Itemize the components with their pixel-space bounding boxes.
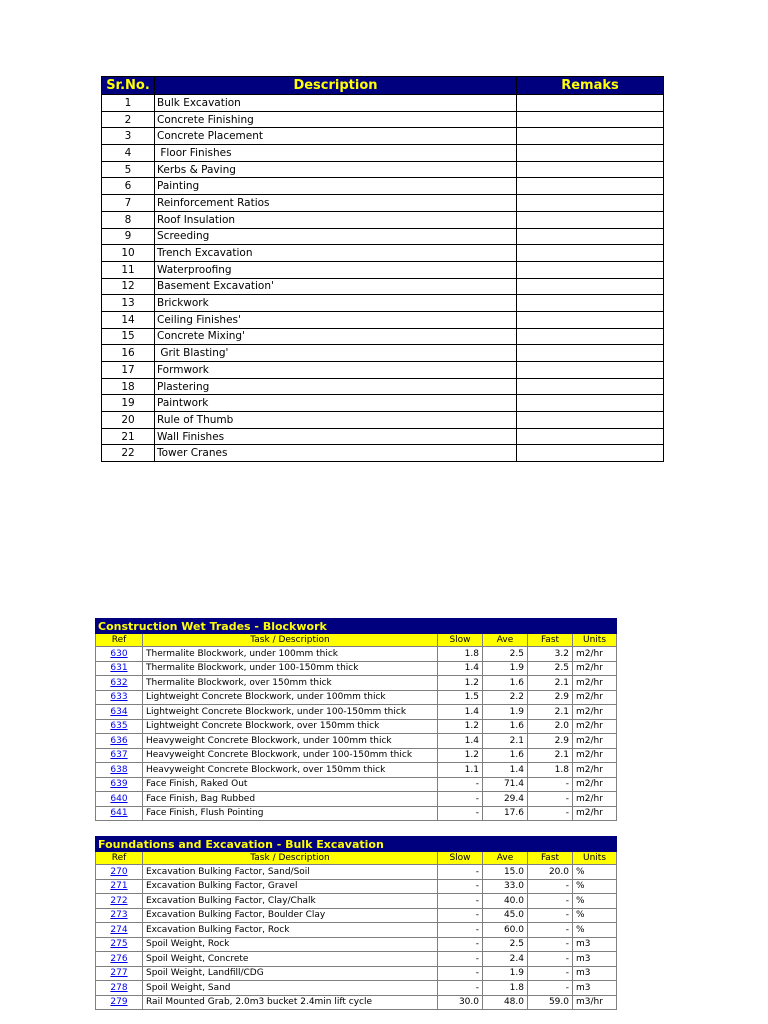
index-description: Painting	[155, 178, 517, 195]
excavation-col-units: Units	[573, 852, 617, 865]
blockwork-units: m2/hr	[573, 719, 617, 734]
index-remarks	[517, 345, 664, 362]
excavation-col-task: Task / Description	[143, 852, 438, 865]
blockwork-task: Face Finish, Bag Rubbed	[143, 792, 438, 807]
blockwork-fast: -	[528, 806, 573, 821]
index-description: Waterproofing	[155, 261, 517, 278]
excavation-slow: -	[438, 966, 483, 981]
blockwork-task: Thermalite Blockwork, under 100-150mm thick	[143, 661, 438, 676]
blockwork-row	[96, 676, 617, 691]
excavation-units: m3	[573, 952, 617, 967]
blockwork-slow: 1.2	[438, 719, 483, 734]
index-description: Roof Insulation	[155, 211, 517, 228]
excavation-column-header-row	[96, 852, 617, 865]
excavation-task: Excavation Bulking Factor, Gravel	[143, 879, 438, 894]
blockwork-slow: 1.2	[438, 748, 483, 763]
index-row	[102, 295, 664, 312]
excavation-ref-link[interactable]: 277	[110, 968, 128, 979]
blockwork-fast: -	[528, 777, 573, 792]
excavation-task: Rail Mounted Grab, 2.0m3 bucket 2.4min lift cycle	[143, 995, 438, 1010]
index-remarks	[517, 245, 664, 262]
index-row	[102, 161, 664, 178]
excavation-fast: -	[528, 908, 573, 923]
excavation-ref-link[interactable]: 271	[110, 881, 128, 892]
blockwork-ref-cell	[96, 792, 143, 807]
blockwork-ref-link[interactable]: 638	[110, 764, 128, 775]
index-description: Plastering	[155, 378, 517, 395]
blockwork-task: Lightweight Concrete Blockwork, over 150mm thick	[143, 719, 438, 734]
blockwork-ref-cell	[96, 763, 143, 778]
index-srno: 10	[102, 245, 155, 262]
excavation-ref-cell	[96, 879, 143, 894]
index-row	[102, 345, 664, 362]
excavation-fast: -	[528, 981, 573, 996]
blockwork-col-ave: Ave	[483, 634, 528, 647]
blockwork-row	[96, 690, 617, 705]
blockwork-ave: 71.4	[483, 777, 528, 792]
index-remarks	[517, 295, 664, 312]
blockwork-row	[96, 661, 617, 676]
index-description: Grit Blasting'	[155, 345, 517, 362]
excavation-task: Spoil Weight, Landfill/CDG	[143, 966, 438, 981]
index-description: Screeding	[155, 228, 517, 245]
excavation-ref-cell	[96, 995, 143, 1010]
index-row	[102, 378, 664, 395]
index-remarks	[517, 445, 664, 462]
excavation-col-slow: Slow	[438, 852, 483, 865]
blockwork-ave: 2.1	[483, 734, 528, 749]
index-row	[102, 328, 664, 345]
index-srno: 19	[102, 395, 155, 412]
index-remarks	[517, 211, 664, 228]
index-srno: 12	[102, 278, 155, 295]
blockwork-title-row	[96, 619, 617, 634]
blockwork-ave: 17.6	[483, 806, 528, 821]
excavation-body	[96, 837, 617, 1010]
index-row	[102, 195, 664, 212]
blockwork-ref-cell	[96, 719, 143, 734]
blockwork-ave: 2.5	[483, 647, 528, 662]
blockwork-task: Lightweight Concrete Blockwork, under 100-150mm thick	[143, 705, 438, 720]
excavation-fast: -	[528, 923, 573, 938]
excavation-ref-cell	[96, 923, 143, 938]
index-remarks	[517, 412, 664, 429]
excavation-fast: -	[528, 879, 573, 894]
index-description: Trench Excavation	[155, 245, 517, 262]
excavation-col-fast: Fast	[528, 852, 573, 865]
excavation-ave: 1.8	[483, 981, 528, 996]
blockwork-ref-cell	[96, 777, 143, 792]
blockwork-slow: 1.4	[438, 734, 483, 749]
index-remarks	[517, 95, 664, 112]
index-row	[102, 412, 664, 429]
index-row	[102, 178, 664, 195]
index-header-remarks: Remaks	[517, 77, 664, 95]
blockwork-units: m2/hr	[573, 734, 617, 749]
index-description: Wall Finishes	[155, 428, 517, 445]
index-srno: 5	[102, 161, 155, 178]
excavation-row	[96, 879, 617, 894]
index-description: Floor Finishes	[155, 145, 517, 162]
excavation-ave: 48.0	[483, 995, 528, 1010]
excavation-task: Spoil Weight, Concrete	[143, 952, 438, 967]
blockwork-slow: 1.2	[438, 676, 483, 691]
excavation-ref-link[interactable]: 279	[110, 997, 128, 1008]
blockwork-row	[96, 777, 617, 792]
index-srno: 13	[102, 295, 155, 312]
index-remarks	[517, 195, 664, 212]
excavation-fast: -	[528, 937, 573, 952]
excavation-ref-cell	[96, 865, 143, 880]
excavation-ave: 33.0	[483, 879, 528, 894]
blockwork-task: Heavyweight Concrete Blockwork, under 100mm thick	[143, 734, 438, 749]
index-remarks	[517, 395, 664, 412]
excavation-units: m3	[573, 981, 617, 996]
blockwork-col-units: Units	[573, 634, 617, 647]
index-srno: 18	[102, 378, 155, 395]
blockwork-ref-link[interactable]: 636	[110, 735, 128, 746]
index-remarks	[517, 161, 664, 178]
blockwork-ref-link[interactable]: 631	[110, 663, 128, 674]
blockwork-ref-link[interactable]: 641	[110, 808, 128, 819]
excavation-units: m3	[573, 937, 617, 952]
blockwork-fast: 2.9	[528, 690, 573, 705]
excavation-ave: 45.0	[483, 908, 528, 923]
index-table	[101, 76, 664, 462]
excavation-row	[96, 937, 617, 952]
blockwork-row	[96, 719, 617, 734]
blockwork-ref-cell	[96, 806, 143, 821]
excavation-row	[96, 966, 617, 981]
blockwork-ref-cell	[96, 690, 143, 705]
excavation-row	[96, 865, 617, 880]
excavation-task: Spoil Weight, Rock	[143, 937, 438, 952]
index-description: Ceiling Finishes'	[155, 311, 517, 328]
blockwork-units: m2/hr	[573, 661, 617, 676]
blockwork-ave: 1.9	[483, 661, 528, 676]
excavation-slow: -	[438, 865, 483, 880]
index-description: Formwork	[155, 362, 517, 379]
excavation-slow: -	[438, 894, 483, 909]
index-header-srno: Sr.No.	[102, 77, 155, 95]
blockwork-title: Construction Wet Trades - Blockwork	[96, 619, 617, 634]
index-description: Concrete Finishing	[155, 111, 517, 128]
index-row	[102, 211, 664, 228]
index-remarks	[517, 378, 664, 395]
excavation-units: %	[573, 865, 617, 880]
index-srno: 20	[102, 412, 155, 429]
excavation-slow: -	[438, 981, 483, 996]
blockwork-ref-cell	[96, 676, 143, 691]
blockwork-fast: 2.1	[528, 705, 573, 720]
excavation-row	[96, 981, 617, 996]
excavation-ref-link[interactable]: 273	[110, 910, 128, 921]
blockwork-fast: 1.8	[528, 763, 573, 778]
excavation-slow: -	[438, 908, 483, 923]
index-description: Reinforcement Ratios	[155, 195, 517, 212]
blockwork-row	[96, 734, 617, 749]
blockwork-units: m2/hr	[573, 806, 617, 821]
blockwork-ref-link[interactable]: 637	[110, 750, 128, 761]
excavation-ref-cell	[96, 894, 143, 909]
excavation-units: %	[573, 908, 617, 923]
blockwork-ref-cell	[96, 748, 143, 763]
excavation-task: Spoil Weight, Sand	[143, 981, 438, 996]
index-remarks	[517, 362, 664, 379]
blockwork-units: m2/hr	[573, 705, 617, 720]
excavation-ave: 2.4	[483, 952, 528, 967]
index-row	[102, 95, 664, 112]
index-row	[102, 111, 664, 128]
blockwork-ref-cell	[96, 734, 143, 749]
index-srno: 22	[102, 445, 155, 462]
excavation-ave: 1.9	[483, 966, 528, 981]
index-srno: 17	[102, 362, 155, 379]
blockwork-ave: 1.6	[483, 676, 528, 691]
excavation-fast: -	[528, 952, 573, 967]
blockwork-slow: -	[438, 777, 483, 792]
index-remarks	[517, 278, 664, 295]
index-srno: 3	[102, 128, 155, 145]
excavation-ref-cell	[96, 908, 143, 923]
index-srno: 2	[102, 111, 155, 128]
index-srno: 6	[102, 178, 155, 195]
excavation-units: %	[573, 923, 617, 938]
index-srno: 1	[102, 95, 155, 112]
excavation-task: Excavation Bulking Factor, Rock	[143, 923, 438, 938]
blockwork-ref-link[interactable]: 632	[110, 677, 128, 688]
index-remarks	[517, 261, 664, 278]
blockwork-units: m2/hr	[573, 676, 617, 691]
excavation-ref-link[interactable]: 270	[110, 866, 128, 877]
blockwork-ref-cell	[96, 705, 143, 720]
index-srno: 16	[102, 345, 155, 362]
excavation-ref-cell	[96, 952, 143, 967]
blockwork-row	[96, 705, 617, 720]
blockwork-body	[96, 619, 617, 821]
blockwork-slow: 1.5	[438, 690, 483, 705]
excavation-ref-link[interactable]: 276	[110, 953, 128, 964]
index-srno: 11	[102, 261, 155, 278]
blockwork-units: m2/hr	[573, 647, 617, 662]
blockwork-units: m2/hr	[573, 792, 617, 807]
excavation-task: Excavation Bulking Factor, Clay/Chalk	[143, 894, 438, 909]
index-description: Kerbs & Paving	[155, 161, 517, 178]
index-description: Rule of Thumb	[155, 412, 517, 429]
index-description: Brickwork	[155, 295, 517, 312]
index-body	[102, 95, 664, 462]
excavation-units: m3	[573, 966, 617, 981]
blockwork-units: m2/hr	[573, 763, 617, 778]
excavation-table	[95, 836, 617, 1010]
excavation-units: m3/hr	[573, 995, 617, 1010]
index-row	[102, 261, 664, 278]
excavation-col-ave: Ave	[483, 852, 528, 865]
blockwork-row	[96, 792, 617, 807]
excavation-ave: 15.0	[483, 865, 528, 880]
blockwork-units: m2/hr	[573, 777, 617, 792]
index-header-description: Description	[155, 77, 517, 95]
excavation-fast: -	[528, 894, 573, 909]
index-srno: 4	[102, 145, 155, 162]
excavation-row	[96, 894, 617, 909]
excavation-units: %	[573, 879, 617, 894]
blockwork-units: m2/hr	[573, 748, 617, 763]
excavation-task: Excavation Bulking Factor, Boulder Clay	[143, 908, 438, 923]
blockwork-slow: -	[438, 792, 483, 807]
index-row	[102, 228, 664, 245]
index-srno: 7	[102, 195, 155, 212]
blockwork-task: Face Finish, Flush Pointing	[143, 806, 438, 821]
blockwork-fast: 2.9	[528, 734, 573, 749]
blockwork-ref-cell	[96, 647, 143, 662]
excavation-title-row	[96, 837, 617, 852]
excavation-slow: -	[438, 937, 483, 952]
blockwork-ave: 2.2	[483, 690, 528, 705]
blockwork-ref-link[interactable]: 640	[110, 793, 128, 804]
blockwork-task: Heavyweight Concrete Blockwork, over 150mm thick	[143, 763, 438, 778]
excavation-row	[96, 952, 617, 967]
index-description: Tower Cranes	[155, 445, 517, 462]
excavation-title: Foundations and Excavation - Bulk Excavation	[96, 837, 617, 852]
index-remarks	[517, 111, 664, 128]
index-srno: 14	[102, 311, 155, 328]
blockwork-slow: 1.4	[438, 661, 483, 676]
index-srno: 21	[102, 428, 155, 445]
blockwork-col-fast: Fast	[528, 634, 573, 647]
excavation-ref-link[interactable]: 272	[110, 895, 128, 906]
index-row	[102, 128, 664, 145]
index-srno: 8	[102, 211, 155, 228]
excavation-ref-link[interactable]: 275	[110, 939, 128, 950]
index-srno: 9	[102, 228, 155, 245]
blockwork-table	[95, 618, 617, 821]
index-remarks	[517, 428, 664, 445]
blockwork-slow: 1.1	[438, 763, 483, 778]
excavation-ave: 60.0	[483, 923, 528, 938]
blockwork-fast: 3.2	[528, 647, 573, 662]
excavation-row	[96, 908, 617, 923]
index-row	[102, 278, 664, 295]
blockwork-row	[96, 763, 617, 778]
excavation-ref-link[interactable]: 278	[110, 982, 128, 993]
index-remarks	[517, 128, 664, 145]
blockwork-fast: -	[528, 792, 573, 807]
excavation-slow: -	[438, 923, 483, 938]
excavation-row	[96, 923, 617, 938]
blockwork-fast: 2.0	[528, 719, 573, 734]
excavation-units: %	[573, 894, 617, 909]
index-remarks	[517, 228, 664, 245]
index-row	[102, 311, 664, 328]
blockwork-col-slow: Slow	[438, 634, 483, 647]
blockwork-slow: 1.4	[438, 705, 483, 720]
index-row	[102, 428, 664, 445]
index-description: Basement Excavation'	[155, 278, 517, 295]
blockwork-fast: 2.1	[528, 748, 573, 763]
index-description: Bulk Excavation	[155, 95, 517, 112]
excavation-ref-cell	[96, 966, 143, 981]
blockwork-ave: 1.6	[483, 719, 528, 734]
excavation-slow: -	[438, 879, 483, 894]
index-description: Concrete Mixing'	[155, 328, 517, 345]
index-row	[102, 445, 664, 462]
index-row	[102, 145, 664, 162]
index-row	[102, 362, 664, 379]
blockwork-fast: 2.1	[528, 676, 573, 691]
blockwork-row	[96, 806, 617, 821]
blockwork-ave: 1.6	[483, 748, 528, 763]
index-header-row	[102, 77, 664, 95]
index-srno: 15	[102, 328, 155, 345]
index-remarks	[517, 178, 664, 195]
blockwork-ref-link[interactable]: 634	[110, 706, 128, 717]
blockwork-task: Thermalite Blockwork, over 150mm thick	[143, 676, 438, 691]
excavation-ref-cell	[96, 981, 143, 996]
excavation-task: Excavation Bulking Factor, Sand/Soil	[143, 865, 438, 880]
blockwork-slow: -	[438, 806, 483, 821]
index-description: Paintwork	[155, 395, 517, 412]
excavation-ref-link[interactable]: 274	[110, 924, 128, 935]
blockwork-col-ref: Ref	[96, 634, 143, 647]
blockwork-column-header-row	[96, 634, 617, 647]
excavation-slow: -	[438, 952, 483, 967]
blockwork-ave: 1.9	[483, 705, 528, 720]
blockwork-ave: 1.4	[483, 763, 528, 778]
blockwork-row	[96, 647, 617, 662]
excavation-fast: 59.0	[528, 995, 573, 1010]
excavation-fast: -	[528, 966, 573, 981]
index-remarks	[517, 145, 664, 162]
blockwork-fast: 2.5	[528, 661, 573, 676]
excavation-ave: 2.5	[483, 937, 528, 952]
index-remarks	[517, 328, 664, 345]
index-description: Concrete Placement	[155, 128, 517, 145]
blockwork-ave: 29.4	[483, 792, 528, 807]
index-row	[102, 245, 664, 262]
blockwork-units: m2/hr	[573, 690, 617, 705]
blockwork-slow: 1.8	[438, 647, 483, 662]
blockwork-ref-cell	[96, 661, 143, 676]
excavation-ref-cell	[96, 937, 143, 952]
blockwork-task: Face Finish, Raked Out	[143, 777, 438, 792]
excavation-slow: 30.0	[438, 995, 483, 1010]
excavation-fast: 20.0	[528, 865, 573, 880]
blockwork-ref-link[interactable]: 639	[110, 779, 128, 790]
index-remarks	[517, 311, 664, 328]
blockwork-ref-link[interactable]: 630	[110, 648, 128, 659]
excavation-row	[96, 995, 617, 1010]
blockwork-task: Thermalite Blockwork, under 100mm thick	[143, 647, 438, 662]
blockwork-row	[96, 748, 617, 763]
blockwork-col-task: Task / Description	[143, 634, 438, 647]
blockwork-ref-link[interactable]: 635	[110, 721, 128, 732]
index-row	[102, 395, 664, 412]
blockwork-task: Heavyweight Concrete Blockwork, under 100-150mm thick	[143, 748, 438, 763]
excavation-col-ref: Ref	[96, 852, 143, 865]
blockwork-task: Lightweight Concrete Blockwork, under 100mm thick	[143, 690, 438, 705]
excavation-ave: 40.0	[483, 894, 528, 909]
blockwork-ref-link[interactable]: 633	[110, 692, 128, 703]
